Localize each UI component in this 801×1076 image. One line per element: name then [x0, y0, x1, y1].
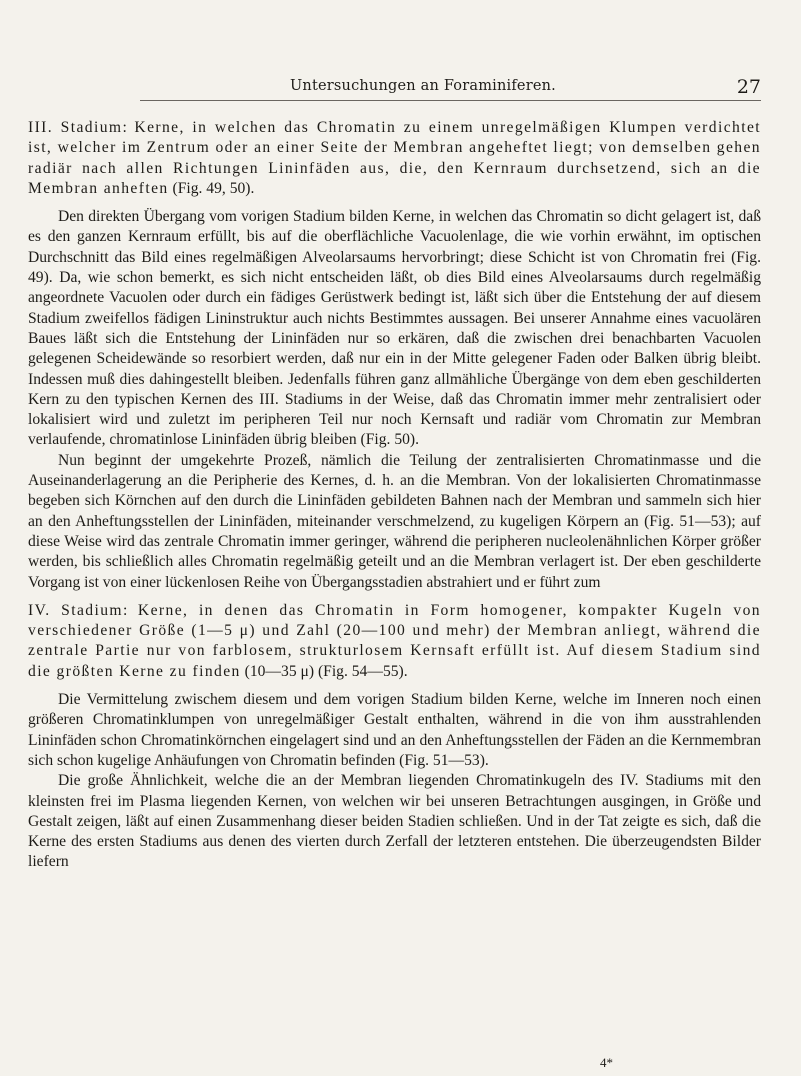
stage-3-figure-ref: (Fig. 49, 50).	[172, 179, 255, 197]
stage-4-figure-ref: (10—35 μ) (Fig. 54—55).	[244, 662, 408, 680]
body-text	[28, 118, 761, 873]
stage-4-label: IV. Stadium:	[28, 601, 129, 619]
paragraph: Die Vermittelung zwischem diesem und dem vorigen Stadium bilden Kerne, welche im Inneren noch einen größeren Chromatinklumpen von unregelmäßiger Gestalt enthalten, während in die von ihm ausstrahlenden Lininfäden schon Chromatinkörnchen eingelagert sind und an den Anheftungsstellen der Fäden an die Kernmembran sich schon kugelige Anhäufungen von Chromatin befinden (Fig. 51—53).	[28, 691, 761, 769]
page-number: 27	[736, 76, 761, 98]
paragraph: Nun beginnt der umgekehrte Prozeß, nämlich die Teilung der zentralisierten Chromatinmasse und die Auseinanderlagerung an die Peripherie des Kernes, d. h. an die Membran. Von der lokalisierten Chromatinmasse begeben sich Körnchen auf den durch die Lininfäden gebildeten Bahnen nach der Membran und sammeln sich hier an den Anheftungsstellen der Lininfäden, miteinander verschmelzend, zu kugeligen Körpern an (Fig. 51—53); auf diese Weise wird das zentrale Chromatin immer geringer, während die peripheren nucleolenähnlichen Körper größer werden, bis schließlich alles Chromatin regelmäßig geteilt und an die Membran verlagert ist. Der eben geschilderte Vorgang ist von einer lückenlosen Reihe von Übergangsstadien abstrahiert und er führt zum	[28, 451, 761, 591]
stage-3-label: III. Stadium:	[28, 119, 129, 136]
paragraph: Die große Ähnlichkeit, welche die an der Membran liegenden Chromatinkugeln des IV. Stadiums mit den kleinsten frei im Plasma liegenden Kernen, von welchen wir bei unseren Betrachtungen ausgingen, in Größe und Gestalt zeigen, läßt auf einen Zusammenhang dieser beiden Stadien schließen. Und in der Tat zeigte es sich, daß die Kerne des ersten Stadiums aus denen des vierten durch Zerfall der letzteren entstehen. Die überzeugendsten Bilder liefern	[28, 772, 761, 871]
paragraph: Den direkten Übergang vom vorigen Stadium bilden Kerne, in welchen das Chromatin so dicht gelagert ist, daß es den ganzen Kernraum erfüllt, bis auf die oberflächliche Vacuolenlage, die wie vorhin erwähnt, im optischen Durchschnitt das Bild eines regelmäßigen Alveolarsaums hervorbringt; diese Schicht ist von Chromatin frei (Fig. 49). Da, wie schon bemerkt, es sich nicht entscheiden läßt, ob dies Bild eines Alveolarsaums durch regelmäßig angeordnete Vacuolen oder durch ein fädiges Gerüstwerk bedingt ist, läßt sich über die Entstehung der auf diesem Stadium zweifellos fädigen Lininstruktur auch nichts Bestimmtes aussagen. Bei unserer Annahme eines vacuolären Baues läßt sich die Entstehung der Lininfäden nur so erkären, daß die zwischen drei benachbarten Vacuolen gelegenen Scheidewände so resorbiert werden, daß nur ein in der Mitte gelegener Faden oder Balken übrig bleibt. Indessen muß dies dahingestellt bleiben. Jedenfalls führen ganz allmähliche Übergänge von dem eben geschilderten Kern zu den typischen Kernen des III. Stadiums in der Weise, daß das Chromatin immer mehr zentralisiert oder lokalisiert wird und zuletzt im peripheren Teil nur noch Kernsaft und radiär vom Chromatin zur Membran verlaufende, chromatinlose Lininfäden übrig bleiben (Fig. 50).	[28, 208, 761, 449]
stage-3-definition	[28, 118, 761, 199]
page-header	[140, 78, 761, 101]
stage-4-definition	[28, 601, 761, 682]
signature-mark: 4*	[600, 1055, 613, 1070]
stage-4-description: Kerne, in denen das Chromatin in Form homogener, kompakter Kugeln von verschiedener Größe (1—5 μ) und Zahl (20—100 und mehr) der Membran anliegt, während die zentrale Partie nur von farblosem, strukturlosem Kernsaft erfüllt ist. Auf diesem Stadium sind die größten Kerne zu finden	[28, 601, 761, 680]
stage-3-description: Kerne, in welchen das Chromatin zu einem unregelmäßigen Klumpen verdichtet ist, welcher im Zentrum oder an einer Seite der Membran angeheftet liegt; von demselben gehen radiär nach allen Richtungen Lininfäden aus, die, den Kernraum durchsetzend, sich an die Membran anheften	[28, 119, 762, 197]
running-head: Untersuchungen an Foraminiferen.	[290, 78, 556, 94]
